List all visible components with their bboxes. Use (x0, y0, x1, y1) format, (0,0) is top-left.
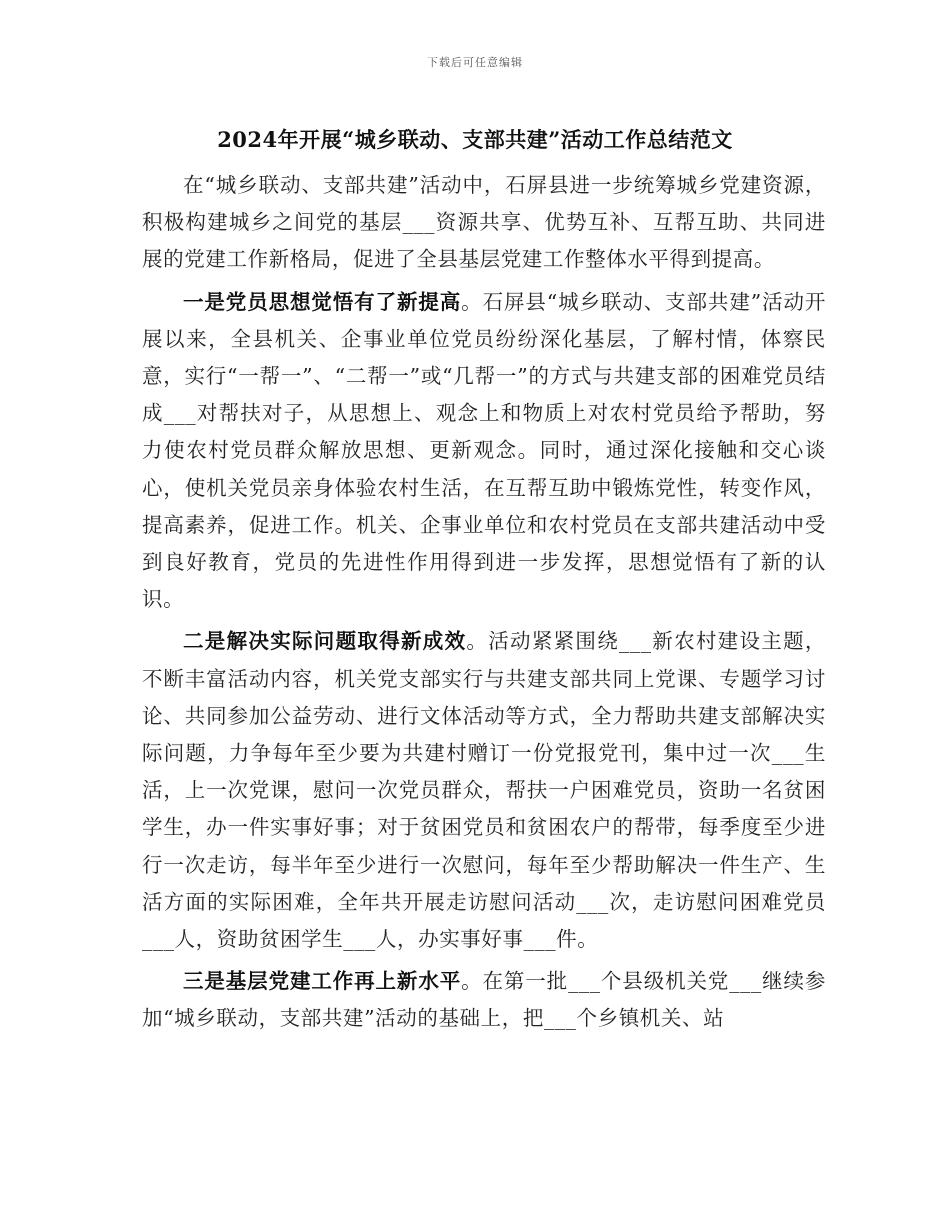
paragraph-lead: 二是解决实际问题取得新成效 (183, 629, 467, 654)
paragraph-point-2 (142, 623, 826, 958)
document-title: 2024年开展“城乡联动、支部共建”活动工作总结范文 (217, 127, 733, 152)
paragraph-point-3 (142, 963, 826, 1037)
paragraph-intro (142, 167, 826, 279)
paragraph-lead: 三是基层党建工作再上新水平 (183, 969, 462, 994)
document-body (142, 167, 826, 1038)
paragraph-text: 。在第一批___个县级机关党___继续参加“城乡联动，支部共建”活动的基础上，把___个乡镇机关、站 (142, 969, 826, 1031)
paragraph-lead: 一是党员思想觉悟有了新提高 (183, 289, 462, 314)
paragraph-text: 。石屏县“城乡联动、支部共建”活动开展以来，全县机关、企事业单位党员纷纷深化基层，了解村情，体察民意，实行“一帮一”、“二帮一”或“几帮一”的方式与共建支部的困难党员结成___对帮扶对子，从思想上、观念上和物质上对农村党员给予帮助，努力使农村党员群众解放思想、更新观念。同时，通过深化接触和交心谈心，使机关党员亲身体验农村生活，在互帮互助中锻炼党性，转变作风，提高素养，促进工作。机关、企事业单位和农村党员在支部共建活动中受到良好教育，党员的先进性作用得到进一步发挥，思想觉悟有了新的认识。 (142, 289, 826, 612)
paragraph-point-1 (142, 284, 826, 619)
header-note: 下载后可任意编辑 (427, 56, 523, 69)
paragraph-text: 在“城乡联动、支部共建”活动中，石屏县进一步统筹城乡党建资源，积极构建城乡之间党的基层___资源共享、优势互补、互帮互助、共同进展的党建工作新格局，促进了全县基层党建工作整体水平得到提高。 (142, 173, 826, 272)
paragraph-text: 。活动紧紧围绕___新农村建设主题，不断丰富活动内容，机关党支部实行与共建支部共同上党课、专题学习讨论、共同参加公益劳动、进行文体活动等方式，全力帮助共建支部解决实际问题，力争每年至少要为共建村赠订一份党报党刊，集中过一次___生活，上一次党课，慰问一次党员群众，帮扶一户困难党员，资助一名贫困学生，办一件实事好事；对于贫困党员和贫困农户的帮带，每季度至少进行一次走访，每半年至少进行一次慰问，每年至少帮助解决一件生产、生活方面的实际困难，全年共开展走访慰问活动___次，走访慰问困难党员___人，资助贫困学生___人，办实事好事___件。 (142, 629, 826, 952)
